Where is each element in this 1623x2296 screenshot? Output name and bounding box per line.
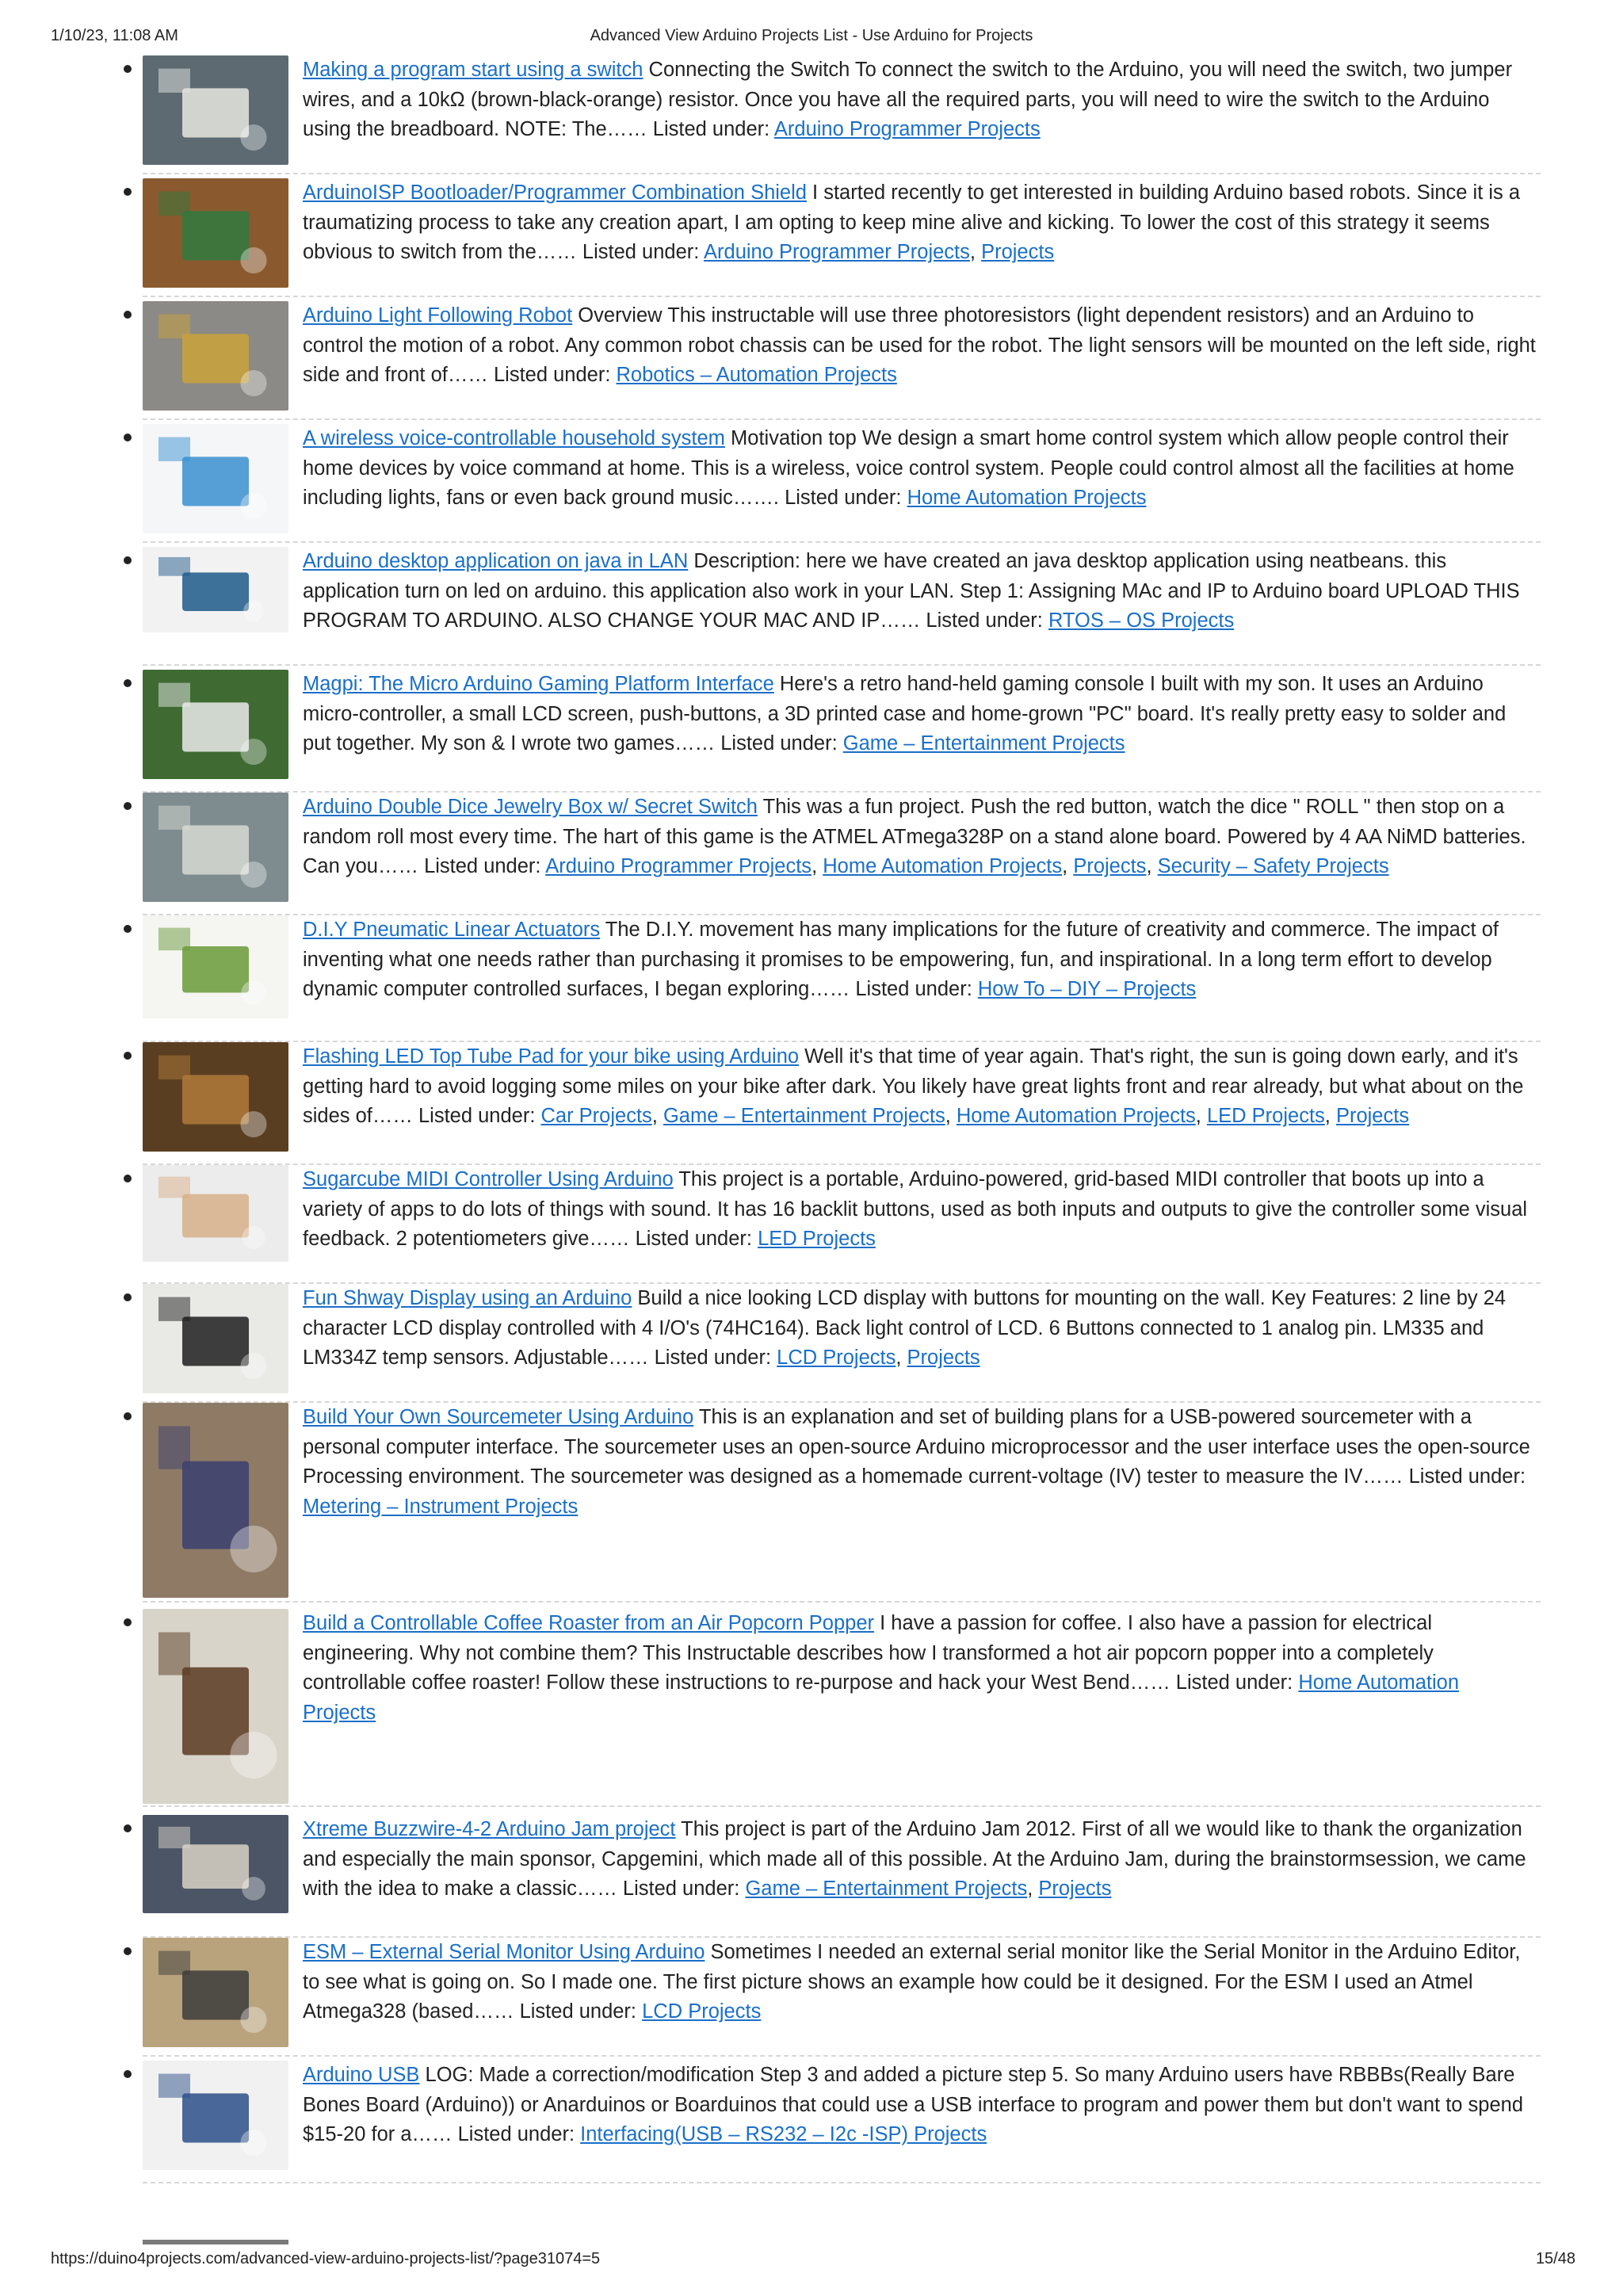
project-title-link[interactable]: A wireless voice-controllable household system: [303, 427, 725, 449]
project-description: Sometimes I needed an external serial monitor like the Serial Monitor in the Arduino Editor, to see what is going on. So I made one. The first picture shows an example how could be it designed. For the ESM I used an Atmel Atmega328 (based……: [303, 1941, 1521, 2023]
category-link[interactable]: Security – Safety Projects: [1157, 855, 1389, 877]
usb-cable-photo-icon[interactable]: [143, 2061, 288, 2170]
project-description: Motivation top We design a smart home control system which allow people control their home devices by voice command at home. This is a wireless, voice control system. People could control almost all the facilities at home including lights, fans or even back ground music…….: [303, 427, 1514, 509]
list-item: [143, 424, 1541, 543]
project-title-link[interactable]: Build a Controllable Coffee Roaster from an Air Popcorn Popper: [303, 1612, 875, 1634]
project-title-link[interactable]: Fun Shway Display using an Arduino: [303, 1287, 632, 1309]
project-description: LOG: Made a correction/modification Step 3 and added a picture step 5. So many Arduino users have RBBBs(Really Bare Bones Board (Arduino)) or Anarduinos or Boarduinos that could use a USB interface to program and power them but don't want to spend $15-20 for a……: [303, 2064, 1524, 2145]
category-link[interactable]: Arduino Programmer Projects: [773, 118, 1041, 140]
project-description: Overview This instructable will use three photoresistors (light dependent resistors) and an Arduino to control the motion of a robot. Any common robot chassis can be used for the robot. The light sensors will be mounted on the left side, right side and front of……: [303, 304, 1536, 386]
listed-under-label: Listed under:: [457, 2123, 575, 2145]
item-text: [303, 915, 1537, 1005]
breadboard-photo-icon[interactable]: [143, 55, 288, 165]
page-number: 15/48: [1535, 2250, 1575, 2267]
item-text: [303, 1938, 1537, 2027]
item-text: [303, 1815, 1537, 1904]
jewelry-box-photo-icon[interactable]: [143, 793, 288, 902]
listed-under-label: Listed under:: [855, 978, 972, 1000]
project-description: Build a nice looking LCD display with buttons for mounting on the wall. Key Features: 2 line by 24 character LCD display controlled with 4 I/O's (74HC164). Back light control of LCD. 6 Buttons connected to 1 analog pin. LM335 and LM334Z temp sensors. Adjustable……: [303, 1287, 1507, 1369]
project-description: This is an explanation and set of building plans for a USB-powered sourcemeter with a personal computer interface. The sourcemeter uses an open-source Arduino microprocessor and the user interface uses the open-source Processing environment. The sourcemeter was designed as a homemade current-voltage (IV) tester to measure the IV……: [303, 1406, 1530, 1488]
lcd-display-photo-icon[interactable]: [143, 1284, 288, 1393]
category-link[interactable]: Home Automation Projects: [823, 855, 1063, 877]
project-title-link[interactable]: Sugarcube MIDI Controller Using Arduino: [303, 1168, 674, 1190]
category-separator: ,: [1027, 1878, 1039, 1900]
list-item: [143, 793, 1541, 915]
list-item: [143, 1165, 1541, 1284]
item-text: [303, 2061, 1537, 2150]
project-description: This project is part of the Arduino Jam 2012. First of all we would like to thank the organization and especially the main sponsor, Capgemini, which made all of this possible. At the Arduino Jam, during the brainstormsession, we came with the idea to make a classic……: [303, 1818, 1526, 1900]
list-item: [143, 915, 1541, 1042]
category-link[interactable]: Arduino Programmer Projects: [545, 855, 812, 877]
arduino-board-photo-icon[interactable]: [143, 547, 288, 632]
category-link[interactable]: Home Automation Projects: [956, 1105, 1196, 1127]
category-link[interactable]: Car Projects: [540, 1105, 652, 1127]
project-title-link[interactable]: D.I.Y Pneumatic Linear Actuators: [303, 919, 601, 941]
item-text: [303, 1042, 1537, 1132]
partial-thumbnail: [143, 2240, 288, 2244]
project-description: Here's a retro hand-held gaming console I built with my son. It uses an Arduino micro-controller, a small LCD screen, push-buttons, a 3D printed case and home-grown "PC" board. It's really pretty easy to solder and put together. My son & I wrote two games……: [303, 673, 1507, 755]
project-title-link[interactable]: Flashing LED Top Tube Pad for your bike using Arduino: [303, 1045, 800, 1068]
category-separator: ,: [896, 1347, 907, 1369]
project-description: I have a passion for coffee. I also have a passion for electrical engineering. Why not combine them? This Instructable describes how I transformed a hot air popcorn popper into a completely controllable coffee roaster! Follow these instructions to re-purpose and hack your West Bend……: [303, 1612, 1434, 1694]
item-text: [303, 1403, 1537, 1522]
bullet-icon: [124, 1947, 132, 1955]
category-link[interactable]: Arduino Programmer Projects: [704, 241, 970, 263]
category-separator: ,: [1324, 1105, 1336, 1127]
bullet-icon: [124, 1618, 132, 1626]
robot-photo-icon[interactable]: [143, 301, 288, 411]
project-title-link[interactable]: ArduinoISP Bootloader/Programmer Combination Shield: [303, 181, 807, 204]
listed-under-label: Listed under:: [1175, 1671, 1293, 1694]
listed-under-label: Listed under:: [926, 609, 1043, 632]
category-link[interactable]: Home Automation Projects: [303, 1671, 1460, 1724]
bullet-icon: [124, 434, 132, 441]
bullet-icon: [124, 188, 132, 196]
actuator-diagram-icon[interactable]: [143, 915, 288, 1018]
list-item: [143, 55, 1541, 174]
listed-under-label: Listed under:: [1408, 1465, 1526, 1488]
project-description: I started recently to get interested in building Arduino based robots. Since it is a traumatizing process to take any creation apart, I am opting to keep mine alive and kicking. To lower the cost of this strategy it seems obvious to switch from the……: [303, 181, 1521, 263]
list-item: [143, 1815, 1541, 1938]
page-url[interactable]: https://duino4projects.com/advanced-view-arduino-projects-list/?page31074=5: [51, 2250, 601, 2267]
bullet-icon: [124, 1175, 132, 1182]
listed-under-label: Listed under:: [418, 1105, 536, 1127]
project-title-link[interactable]: Arduino desktop application on java in LAN: [303, 550, 689, 572]
sourcemeter-photo-icon[interactable]: [143, 1403, 288, 1598]
project-description: Connecting the Switch To connect the switch to the Arduino, you will need the switch, two jumper wires, and a 10kΩ (brown-black-orange) resistor. Once you have all the required parts, you will need to wire the switch to the Arduino using the breadboard. NOTE: The……: [303, 59, 1513, 140]
listed-under-label: Listed under:: [519, 2000, 637, 2023]
item-text: [303, 424, 1537, 514]
list-item: [143, 1403, 1541, 1603]
project-title-link[interactable]: Xtreme Buzzwire-4-2 Arduino Jam project: [303, 1818, 676, 1840]
listed-under-label: Listed under:: [493, 364, 611, 386]
list-item: [143, 670, 1541, 793]
list-item: [143, 1938, 1541, 2057]
category-link[interactable]: RTOS – OS Projects: [1048, 609, 1235, 632]
item-text: [303, 1165, 1537, 1255]
list-item: [143, 547, 1541, 666]
serial-monitor-photo-icon[interactable]: [143, 1938, 288, 2047]
project-title-link[interactable]: Magpi: The Micro Arduino Gaming Platform Interface: [303, 673, 774, 695]
category-separator: ,: [1146, 855, 1158, 877]
item-text: [303, 547, 1537, 636]
bullet-icon: [124, 311, 132, 319]
category-separator: ,: [945, 1105, 957, 1127]
shield-board-photo-icon[interactable]: [143, 178, 288, 288]
category-link[interactable]: Home Automation Projects: [907, 487, 1147, 509]
system-diagram-icon[interactable]: [143, 424, 288, 533]
bullet-icon: [124, 802, 132, 810]
listed-under-label: Listed under:: [720, 732, 838, 755]
page-title: Advanced View Arduino Projects List - Use Arduino for Projects: [590, 27, 1033, 44]
list-item: [143, 178, 1541, 297]
list-item: [143, 1042, 1541, 1165]
category-link[interactable]: Game – Entertainment Projects: [663, 1105, 945, 1127]
category-separator: ,: [1062, 855, 1074, 877]
category-link[interactable]: Projects: [1073, 855, 1147, 877]
category-link[interactable]: How To – DIY – Projects: [977, 978, 1197, 1000]
bullet-icon: [124, 556, 132, 564]
listed-under-label: Listed under:: [652, 118, 770, 140]
item-text: [303, 55, 1537, 145]
project-title-link[interactable]: Making a program start using a switch: [303, 59, 643, 81]
listed-under-label: Listed under:: [622, 1878, 740, 1900]
category-link[interactable]: Projects: [981, 241, 1055, 263]
project-title-link[interactable]: Arduino USB: [303, 2064, 420, 2086]
handheld-console-photo-icon[interactable]: [143, 670, 288, 779]
project-description: Description: here we have created an java desktop application using neatbeans. this application turn on led on arduino. this application also work in your LAN. Step 1: Assigning MAc and IP to Arduino board UPLOAD THIS PROGRAM TO ARDUINO. ALSO CHANGE YOUR MAC AND IP……: [303, 550, 1520, 632]
category-separator: ,: [812, 855, 823, 877]
project-title-link[interactable]: ESM – External Serial Monitor Using Arduino: [303, 1941, 705, 1963]
category-link[interactable]: LCD Projects: [777, 1347, 896, 1369]
list-item: [143, 1284, 1541, 1403]
bullet-icon: [124, 1052, 132, 1060]
category-link[interactable]: Game – Entertainment Projects: [842, 732, 1125, 755]
category-separator: ,: [1195, 1105, 1207, 1127]
coffee-roaster-photo-icon[interactable]: [143, 1609, 288, 1804]
bullet-icon: [124, 65, 132, 73]
category-link[interactable]: Projects: [907, 1347, 980, 1369]
category-link[interactable]: LED Projects: [1206, 1105, 1325, 1127]
item-text: [303, 1284, 1537, 1373]
category-link[interactable]: LED Projects: [758, 1228, 876, 1250]
item-text: [303, 793, 1537, 882]
bullet-icon: [124, 679, 132, 687]
category-link[interactable]: Interfacing(USB – RS232 – I2c -ISP) Projects: [580, 2123, 987, 2145]
listed-under-label: Listed under:: [654, 1347, 772, 1369]
buzzwire-photo-icon[interactable]: [143, 1815, 288, 1913]
category-link[interactable]: Robotics – Automation Projects: [616, 364, 897, 386]
project-title-link[interactable]: Arduino Double Dice Jewelry Box w/ Secret Switch: [303, 796, 758, 818]
category-link[interactable]: Metering – Instrument Projects: [303, 1495, 579, 1518]
listed-under-label: Listed under:: [635, 1228, 752, 1250]
item-text: [303, 1609, 1537, 1728]
list-item: [143, 2061, 1541, 2183]
project-description: Well it's that time of year again. That's right, the sun is going down early, and it's getting hard to avoid logging some miles on your bike after dark. You likely have great lights front and rear already, but what about on the sides of……: [303, 1045, 1524, 1127]
category-separator: ,: [651, 1105, 663, 1127]
item-text: [303, 301, 1537, 391]
bullet-icon: [124, 1824, 132, 1832]
bullet-icon: [124, 1293, 132, 1301]
listed-under-label: Listed under:: [424, 855, 541, 877]
listed-under-label: Listed under:: [785, 487, 902, 509]
item-text: [303, 670, 1537, 759]
item-text: [303, 178, 1537, 268]
category-link[interactable]: Projects: [1335, 1105, 1410, 1127]
listed-under-label: Listed under:: [582, 241, 700, 263]
list-item: [143, 301, 1541, 420]
category-separator: ,: [969, 241, 982, 263]
category-link[interactable]: LCD Projects: [642, 2000, 762, 2023]
midi-controller-photo-icon[interactable]: [143, 1165, 288, 1262]
bullet-icon: [124, 2070, 132, 2078]
category-link[interactable]: Game – Entertainment Projects: [745, 1878, 1028, 1900]
project-title-link[interactable]: Build Your Own Sourcemeter Using Arduino: [303, 1406, 694, 1428]
bullet-icon: [124, 1412, 132, 1420]
project-description: This project is a portable, Arduino-powered, grid-based MIDI controller that boots up into a variety of apps to do lots of things with sound. It has 16 backlit buttons, used as both inputs and outputs to give the controller some visual feedback. 2 potentiometers give……: [303, 1168, 1528, 1250]
category-link[interactable]: Projects: [1038, 1878, 1112, 1900]
list-item: [143, 1609, 1541, 1807]
bullet-icon: [124, 925, 132, 933]
project-description: This was a fun project. Push the red button, watch the dice " ROLL " then stop on a random roll most every time. The hart of this game is the ATMEL ATmega328P on a stand alone board. Powered by 4 AA NiMD batteries. Can you……: [303, 796, 1526, 877]
print-datetime: 1/10/23, 11:08 AM: [51, 27, 178, 44]
project-description: The D.I.Y. movement has many implications for the future of creativity and commerce. The impact of inventing what one needs rather than purchasing it promises to be empowering, fun, and inspirational. In a long term effort to develop dynamic computer controlled surfaces, I began exploring……: [303, 919, 1499, 1000]
project-title-link[interactable]: Arduino Light Following Robot: [303, 304, 573, 327]
bicycle-photo-icon[interactable]: [143, 1042, 288, 1152]
